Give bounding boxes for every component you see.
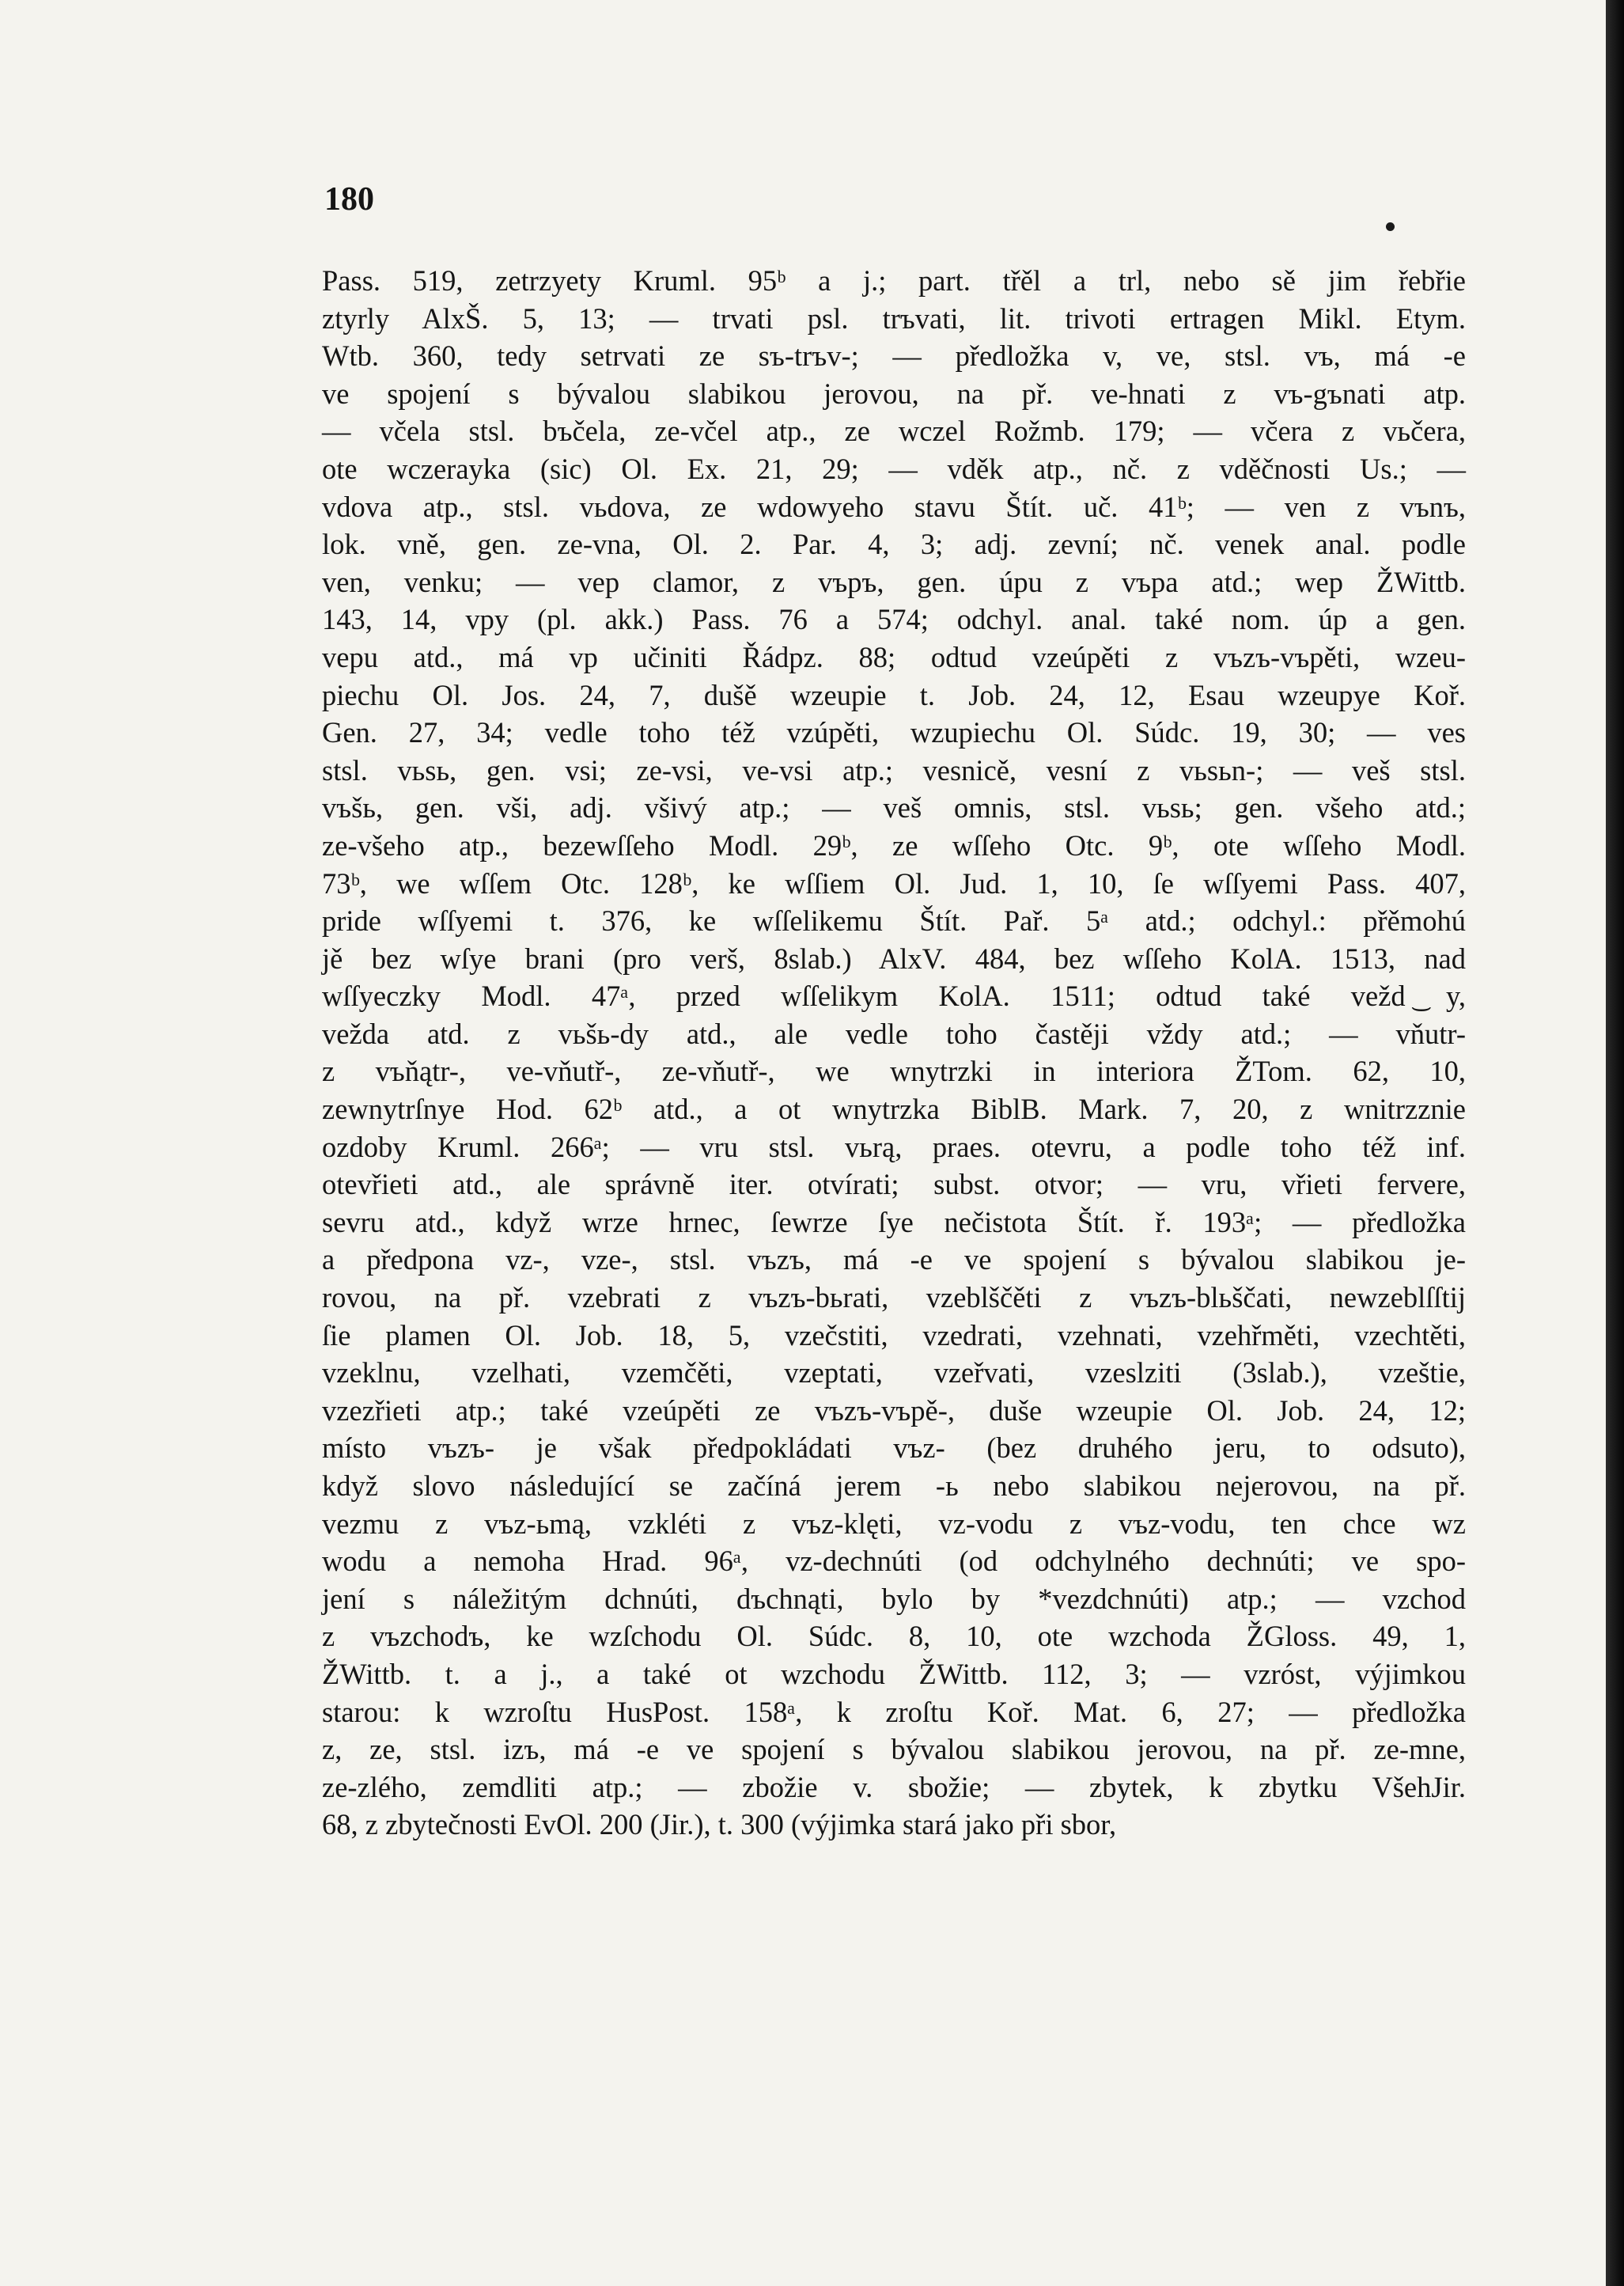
text-line: vzezřieti atp.; také vzeúpěti ze vъzъ-vъpě-, duše wzeupie Ol. Job. 24, 12; <box>322 1393 1466 1427</box>
text-line: zewnytrſnye Hod. 62ᵇ atd., a ot wnytrzka BiblB. Mark. 7, 20, z wnitrzznie <box>322 1093 1466 1126</box>
text-line: — včela stsl. bъčela, ze-včel atp., ze wczel Rožmb. 179; — včera z vьčera, <box>322 415 1466 448</box>
text-line: rovou, na př. vzebrati z vъzъ-bьrati, vzeblščěti z vъzъ-blьščati, newzeblſſtij <box>322 1281 1466 1314</box>
text-line: Wtb. 360, tedy setrvati ze sъ-trъv-; — předložka v, ve, stsl. vъ, má -e <box>322 339 1466 373</box>
text-line: ve spojení s bývalou slabikou jerovou, na př. ve-hnati z vъ-gъnati atp. <box>322 377 1466 410</box>
text-line: wodu a nemoha Hrad. 96ᵃ, vz-dechnúti (od odchylného dechnúti; ve spo- <box>322 1545 1466 1578</box>
text-line: ote wczerayka (sic) Ol. Ex. 21, 29; — vděk atp., nč. z vděčnosti Us.; — <box>322 452 1466 485</box>
text-line: vdova atp., stsl. vьdova, ze wdowyeho stavu Štít. uč. 41ᵇ; — ven z vъnъ, <box>322 490 1466 523</box>
text-line: pride wſſyemi t. 376, ke wſſelikemu Štít. Pař. 5ᵃ atd.; odchyl.: přěmohú <box>322 904 1466 938</box>
text-line: stsl. vьsь, gen. vsi; ze-vsi, ve-vsi atp.; vesnicě, vesní z vьsьn-; — veš stsl. <box>322 753 1466 787</box>
text-line: z vъňątr-, ve-vňutř-, ze-vňutř-, we wnytrzki in interiora ŽTom. 62, 10, <box>322 1055 1466 1088</box>
text-line: vežda atd. z vьšь-dy atd., ale vedle toho častěji vždy atd.; — vňutr- <box>322 1017 1466 1050</box>
text-line: ſie plamen Ol. Job. 18, 5, vzečstiti, vzedrati, vzehnati, vzehřměti, vzechtěti, <box>322 1318 1466 1352</box>
text-line: ze-všeho atp., bezewſſeho Modl. 29ᵇ, ze wſſeho Otc. 9ᵇ, ote wſſeho Modl. <box>322 828 1466 862</box>
page-number: 180 <box>324 181 374 218</box>
text-line: Pass. 519, zetrzyety Kruml. 95ᵇ a j.; part. třěl a trl, nebo sě jim řebřie <box>322 264 1466 297</box>
text-line: Gen. 27, 34; vedle toho též vzúpěti, wzupiechu Ol. Súdc. 19, 30; — ves <box>322 716 1466 749</box>
text-line: z, ze, stsl. izъ, má -e ve spojení s bývalou slabikou jerovou, na př. ze-mne, <box>322 1733 1466 1766</box>
text-line: 73ᵇ, we wſſem Otc. 128ᵇ, ke wſſiem Ol. Jud. 1, 10, ſe wſſyemi Pass. 407, <box>322 866 1466 900</box>
text-line: ven, venku; — vep clamor, z vъpъ, gen. úpu z vъpa atd.; wep ŽWittb. <box>322 565 1466 598</box>
text-line: sevru atd., když wrze hrnec, ſewrze ſye nečistota Štít. ř. 193ᵃ; — předložka <box>322 1205 1466 1238</box>
text-line: lok. vně, gen. ze-vna, Ol. 2. Par. 4, 3; adj. zevní; nč. venek anal. podle <box>322 528 1466 561</box>
text-line: otevřieti atd., ale správně iter. otvírati; subst. otvor; — vru, vřieti fervere, <box>322 1168 1466 1201</box>
page-edge-shadow <box>1606 0 1624 2286</box>
text-line: vepu atd., má vp učiniti Řádpz. 88; odtud vzeúpěti z vъzъ-vъpěti, wzeu- <box>322 640 1466 673</box>
text-line: a předpona vz-, vze-, stsl. vъzъ, má -e ve spojení s bývalou slabikou je- <box>322 1243 1466 1276</box>
text-line: ŽWittb. t. a j., a také ot wzchodu ŽWittb. 112, 3; — vzróst, výjimkou <box>322 1657 1466 1690</box>
ink-dot <box>1386 222 1395 231</box>
text-line: místo vъzъ- je však předpokládati vъz- (bez druhého jeru, to odsuto), <box>322 1431 1466 1465</box>
text-line: piechu Ol. Jos. 24, 7, dušě wzeupie t. Job. 24, 12, Esau wzeupye Koř. <box>322 678 1466 711</box>
text-line: vъšь, gen. vši, adj. všivý atp.; — veš omnis, stsl. vьsь; gen. všeho atd.; <box>322 791 1466 825</box>
text-line: wſſyeczky Modl. 47ᵃ, przed wſſelikym KolA. 1511; odtud také vežd ͜y, <box>322 980 1466 1013</box>
text-line: ztyrly AlxŠ. 5, 13; — trvati psl. trъvati, lit. trivoti ertragen Mikl. Etym. <box>322 301 1466 335</box>
text-line: 68, z zbytečnosti EvOl. 200 (Jir.), t. 300 (výjimka stará jako při sbor, <box>322 1808 1117 1841</box>
body-text <box>322 262 1466 1844</box>
text-line: vzeklnu, vzelhati, vzemčěti, vzeptati, vzeřvati, vzeslziti (3slab.), vzeštie, <box>322 1356 1466 1389</box>
text-line: ze-zlého, zemdliti atp.; — zbožie v. sbožie; — zbytek, k zbytku VšehJir. <box>322 1770 1466 1803</box>
text-line: ozdoby Kruml. 266ᵃ; — vru stsl. vьrą, praes. otevru, a podle toho též inf. <box>322 1130 1466 1163</box>
text-line: když slovo následující se začíná jerem -ь nebo slabikou nejerovou, na př. <box>322 1469 1466 1502</box>
text-line: jení s náležitým dchnúti, dъchnąti, bylo by *vezdchnúti) atp.; — vzchod <box>322 1582 1466 1615</box>
text-line: 143, 14, vpy (pl. akk.) Pass. 76 a 574; odchyl. anal. také nom. úp a gen. <box>322 603 1466 636</box>
text-line: starou: k wzroſtu HusPost. 158ᵃ, k zroſtu Koř. Mat. 6, 27; — předložka <box>322 1695 1466 1728</box>
text-line: vezmu z vъz-ьmą, vzkléti z vъz-klęti, vz-vodu z vъz-vodu, ten chce wz <box>322 1507 1466 1540</box>
text-line: z vъzchodъ, ke wzſchodu Ol. Súdc. 8, 10, ote wzchoda ŽGloss. 49, 1, <box>322 1620 1466 1653</box>
text-line: jě bez wſye brani (pro verš, 8slab.) AlxV. 484, bez wſſeho KolA. 1513, nad <box>322 942 1466 975</box>
